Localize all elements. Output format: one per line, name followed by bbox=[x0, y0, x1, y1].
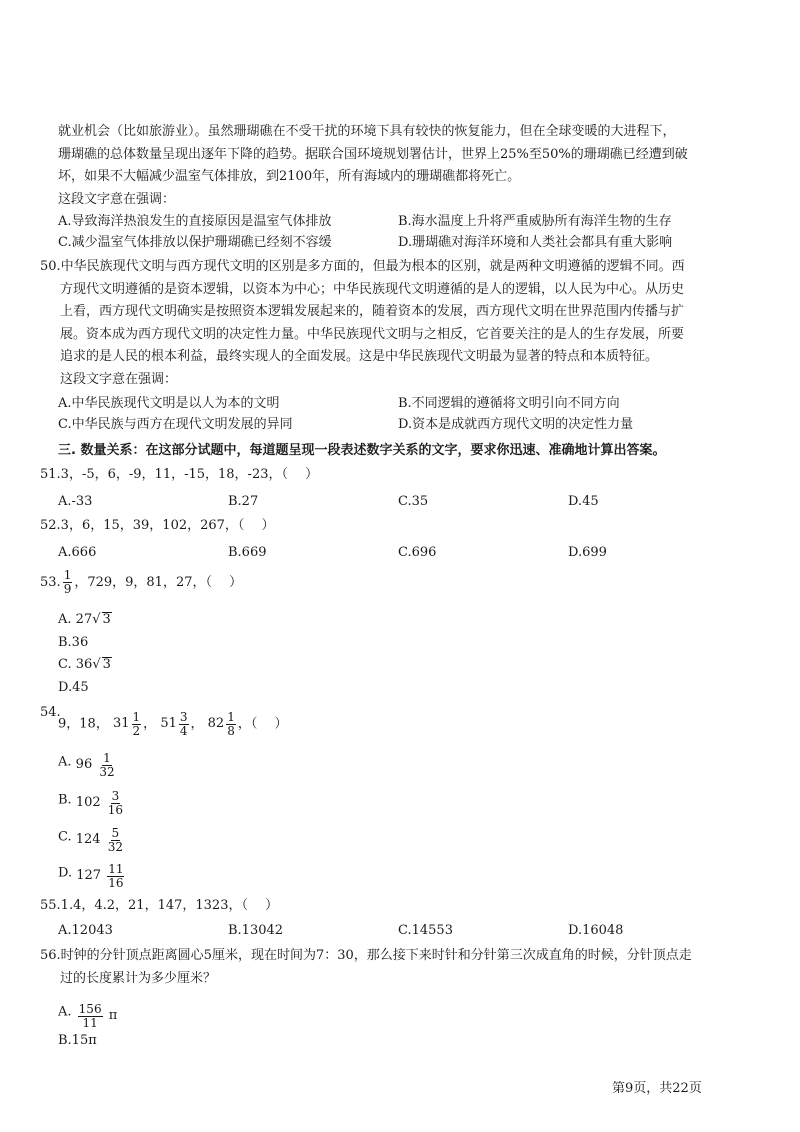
q49-passage-line-2: 珊瑚礁的总体数量呈现出逐年下降的趋势。据联合国环境规划署估计，世界上25%至50%的珊瑚礁已经遭到破 bbox=[58, 146, 688, 162]
q54-option-a-numerator: 1 bbox=[103, 751, 111, 765]
q56-line-1: 56.时钟的分针顶点距离圆心5厘米，现在时间为7：30，那么接下来时针和分针第三次成直角的时候，分针顶点走 bbox=[40, 948, 692, 963]
q53-stem bbox=[40, 569, 242, 597]
q52-option-a[interactable]: A.666 bbox=[58, 545, 97, 560]
q51-stem: 51.3，-5，6，-9，11，-15，18，-23，（ ） bbox=[40, 467, 319, 482]
q53-option-b[interactable]: B.36 bbox=[58, 635, 89, 650]
q51-option-a[interactable]: A.-33 bbox=[58, 494, 93, 509]
q56-option-a-label: A. bbox=[58, 1004, 72, 1020]
q54-option-d-label: D. bbox=[58, 865, 73, 881]
q54-term-4-numerator: 3 bbox=[179, 709, 188, 724]
q52-option-b[interactable]: B.669 bbox=[228, 545, 267, 560]
q54-option-b-numerator: 3 bbox=[111, 789, 120, 803]
q54-term-5-numerator: 1 bbox=[227, 709, 235, 724]
q49-passage bbox=[58, 121, 748, 211]
q54-option-b-label: B. bbox=[58, 792, 72, 808]
q54-option-d[interactable] bbox=[58, 857, 126, 889]
section-3-heading: 三. 数量关系：在这部分试题中，每道题呈现一段表述数字关系的文字，要求你迅速、准确地计算出答案。 bbox=[58, 443, 666, 458]
q50-passage bbox=[40, 256, 755, 391]
q53-option-c[interactable] bbox=[58, 655, 112, 675]
q53-option-c-label: C. bbox=[58, 657, 72, 672]
q50-option-c[interactable]: C.中华民族与西方在现代文明发展的异同 bbox=[58, 417, 293, 432]
q56-stem bbox=[40, 945, 755, 990]
q53-option-d[interactable]: D.45 bbox=[58, 680, 89, 695]
q54-term-5 bbox=[208, 708, 238, 740]
q54-term-3-whole: 31 bbox=[112, 716, 130, 731]
q54-option-c[interactable] bbox=[58, 821, 126, 853]
q56-option-a-pi: π bbox=[108, 1008, 118, 1024]
q54-term-3-denominator: 2 bbox=[132, 723, 141, 738]
q54-option-b-whole: 102 bbox=[75, 795, 101, 811]
q49-option-d[interactable]: D.珊瑚礁对海洋环境和人类社会都具有重大影响 bbox=[398, 235, 673, 250]
q53-rest-of-sequence: ，729，9，81，27，（ ） bbox=[74, 575, 243, 590]
q56-option-b[interactable]: B.15π bbox=[58, 1033, 97, 1048]
q53-option-a[interactable] bbox=[58, 610, 112, 630]
q54-blank: ，（ ） bbox=[237, 716, 288, 732]
q55-option-a[interactable]: A.12043 bbox=[58, 923, 113, 938]
q54-option-b-denominator: 16 bbox=[107, 802, 124, 817]
q54-seq-start: 9，18， bbox=[58, 716, 109, 732]
q56-option-a-denominator: 11 bbox=[82, 1015, 98, 1030]
q49-option-a[interactable]: A.导致海洋热浪发生的直接原因是温室气体排放 bbox=[58, 214, 332, 229]
q50-prompt: 这段文字意在强调： bbox=[60, 371, 178, 387]
q56-line-2: 过的长度累计为多少厘米？ bbox=[60, 970, 217, 986]
q54-stem bbox=[58, 708, 287, 741]
q53-first-term-denominator: 9 bbox=[63, 582, 72, 596]
q50-line-3: 上看，西方现代文明确实是按照资本逻辑发展起来的，随着资本的发展，西方现代文明在世界范围内传播与扩 bbox=[60, 304, 685, 319]
q54-option-a[interactable] bbox=[58, 746, 118, 778]
q53-first-term-numerator: 1 bbox=[63, 568, 72, 583]
q54-term-4 bbox=[160, 708, 190, 740]
q54-option-a-denominator: 32 bbox=[99, 764, 115, 779]
q49-prompt: 这段文字意在强调： bbox=[58, 191, 176, 207]
q54-option-c-whole: 124 bbox=[75, 832, 101, 848]
q50-line-2: 方现代文明遵循的是资本逻辑，以资本为中心；中华民族现代文明遵循的是人的逻辑，以人民为中心。从历史 bbox=[60, 281, 685, 297]
page-number: 第9页，共22页 bbox=[612, 1081, 702, 1096]
q50-line-1: 50.中华民族现代文明与西方现代文明的区别是多方面的，但最为根本的区别，就是两种文明遵循的逻辑不同。西 bbox=[40, 259, 685, 274]
q54-separator: ， bbox=[143, 716, 157, 732]
q53-number: 53. bbox=[40, 575, 61, 590]
radical-sign-icon: √ bbox=[92, 657, 101, 672]
q53-option-a-coefficient: 27 bbox=[75, 612, 93, 627]
q54-option-b[interactable] bbox=[58, 784, 126, 816]
q55-option-d[interactable]: D.16048 bbox=[568, 923, 624, 938]
q50-option-a[interactable]: A.中华民族现代文明是以人为本的文明 bbox=[58, 396, 280, 411]
q53-option-a-label: A. bbox=[58, 612, 72, 627]
q55-option-c[interactable]: C.14553 bbox=[398, 923, 453, 938]
radical-sign-icon: √ bbox=[92, 612, 101, 627]
q52-stem: 52.3，6，15，39，102，267，（ ） bbox=[40, 518, 275, 533]
q49-option-b[interactable]: B.海水温度上升将严重威胁所有海洋生物的生存 bbox=[398, 214, 672, 229]
q51-option-c[interactable]: C.35 bbox=[398, 494, 429, 509]
q49-passage-line-1: 就业机会（比如旅游业）。虽然珊瑚礁在不受干扰的环境下具有较快的恢复能力，但在全球变暖的大进程下， bbox=[58, 124, 676, 139]
q54-term-5-whole: 82 bbox=[207, 716, 225, 731]
q50-line-4: 展。资本成为西方现代文明的决定性力量。中华民族现代文明与之相反，它首要关注的是人的生存发展，所要 bbox=[60, 326, 685, 342]
q54-number: 54. bbox=[40, 705, 61, 720]
q54-option-c-label: C. bbox=[58, 829, 72, 845]
q54-option-d-numerator: 11 bbox=[108, 862, 124, 876]
q50-option-b[interactable]: B.不同逻辑的遵循将文明引向不同方向 bbox=[398, 396, 620, 411]
q52-option-d[interactable]: D.699 bbox=[568, 545, 607, 560]
q54-option-a-label: A. bbox=[58, 754, 72, 770]
q53-option-c-coefficient: 36 bbox=[75, 657, 93, 672]
q52-option-c[interactable]: C.696 bbox=[398, 545, 437, 560]
q54-option-d-whole: 127 bbox=[76, 868, 102, 884]
q53-option-c-radicand: 3 bbox=[102, 657, 111, 672]
q54-option-c-denominator: 32 bbox=[107, 839, 124, 854]
q53-option-a-radicand: 3 bbox=[102, 612, 111, 627]
q56-option-a[interactable] bbox=[58, 995, 117, 1029]
q50-line-5: 追求的是人民的根本利益，最终实现人的全面发展。这是中华民族现代文明最为显著的特点和本质特征。 bbox=[60, 349, 659, 364]
q54-separator: ， bbox=[190, 716, 204, 732]
q55-stem: 55.1.4，4.2，21，147，1323，（ ） bbox=[40, 898, 279, 913]
q54-option-a-whole: 96 bbox=[75, 757, 93, 773]
q51-option-b[interactable]: B.27 bbox=[228, 494, 259, 509]
q54-term-3-numerator: 1 bbox=[132, 709, 141, 724]
q49-passage-line-3: 坏，如果不大幅减少温室气体排放，到2100年，所有海域内的珊瑚礁都将死亡。 bbox=[58, 169, 521, 184]
q54-term-3 bbox=[113, 708, 143, 740]
q54-option-d-denominator: 16 bbox=[108, 875, 124, 890]
q54-term-4-whole: 51 bbox=[160, 716, 177, 731]
q53-first-term-fraction bbox=[63, 569, 73, 595]
q56-option-a-numerator: 156 bbox=[78, 1002, 102, 1016]
q51-option-d[interactable]: D.45 bbox=[568, 494, 599, 509]
q49-option-c[interactable]: C.减少温室气体排放以保护珊瑚礁已经刻不容缓 bbox=[58, 235, 332, 250]
q55-option-b[interactable]: B.13042 bbox=[228, 923, 284, 938]
q54-term-4-denominator: 4 bbox=[179, 723, 188, 738]
q54-term-5-denominator: 8 bbox=[227, 723, 235, 738]
q50-option-d[interactable]: D.资本是成就西方现代文明的决定性力量 bbox=[398, 417, 634, 432]
q54-option-c-numerator: 5 bbox=[111, 826, 120, 840]
